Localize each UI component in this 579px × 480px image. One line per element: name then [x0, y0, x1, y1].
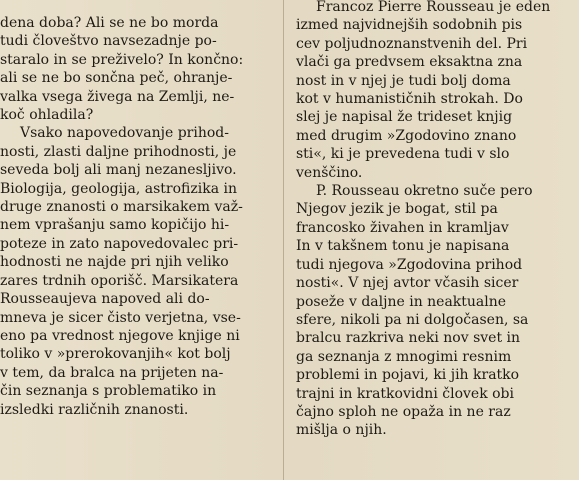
text-line: bralcu razkriva neki nov svet in — [296, 330, 521, 347]
text-line: koč ohladila? — [0, 107, 94, 124]
text-line: med drugim »Zgodovino znano — [296, 127, 517, 144]
left-text-column — [0, 14, 275, 419]
text-line: ga seznanja z mnogimi resnim — [296, 348, 512, 365]
text-line: sfere, nikoli pa ni dolgočasen, sa — [296, 311, 529, 328]
text-line: ali se ne bo sončna peč, ohranje- — [0, 70, 233, 87]
text-line: čin seznanja s problematiko in — [0, 383, 217, 400]
text-line: staralo in se preživelo? In končno: — [0, 51, 244, 68]
text-line: sti«, ki je prevedena tudi v slo — [296, 146, 510, 163]
text-line: tudi njegova »Zgodovina prihod — [296, 256, 523, 273]
right-text-column — [296, 0, 579, 440]
text-line: nost in v njej je tudi bolj doma — [296, 72, 511, 89]
text-line: venščino. — [296, 164, 363, 181]
text-line: nosti«. V njej avtor včasih sicer — [296, 275, 519, 292]
text-line: valka vsega živega na Zemlji, ne- — [0, 88, 235, 105]
text-line: mneva je sicer čisto verjetna, vse- — [0, 309, 241, 326]
text-line: zares trdnih oporišč. Marsikatera — [0, 272, 239, 289]
text-line: seveda bolj ali manj nezanesljivo. — [0, 162, 237, 179]
text-line: v tem, da bralca na prijeten na- — [0, 364, 224, 381]
text-line: In v takšnem tonu je napisana — [296, 238, 510, 255]
text-line: tudi človeštvo navsezadnje po- — [0, 33, 217, 50]
text-line: toliko v »prerokovanjih« kot bolj — [0, 346, 231, 363]
text-line: nosti, zlasti daljne prihodnosti, je — [0, 143, 237, 160]
text-line: cev poljudnoznanstvenih del. Pri — [296, 35, 528, 52]
text-line: Biologija, geologija, astrofizika in — [0, 180, 237, 197]
text-line: nem vprašanju samo kopičijo hi- — [0, 217, 230, 234]
text-line: izsledki različnih znanosti. — [0, 401, 189, 418]
text-line: problemi in pojavi, ki jih kratko — [296, 367, 520, 384]
text-line: Francoz Pierre Rousseau je eden — [316, 0, 551, 15]
text-line: poteze in zato napovedovalec pri- — [0, 235, 239, 252]
text-line: Vsako napovedovanje prihod- — [20, 125, 229, 142]
text-line: Njegov jezik je bogat, stil pa — [296, 201, 498, 218]
text-line: izmed najvidnejših sodobnih pis — [296, 17, 523, 34]
text-line: druge znanosti o marsikakem važ- — [0, 199, 243, 216]
text-line: Rousseaujeva napoved ali do- — [0, 291, 210, 308]
text-line: eno pa vrednost njegove knjige ni — [0, 327, 240, 344]
column-divider — [283, 0, 284, 480]
text-line: poseže v daljne in neaktualne — [296, 293, 507, 310]
text-line: kot v humanističnih strokah. Do — [296, 91, 523, 108]
text-line: P. Rousseau okretno suče pero — [316, 183, 533, 200]
text-line: dena doba? Ali se ne bo morda — [0, 15, 219, 31]
text-line: mišlja o njih. — [296, 422, 387, 439]
text-line: hodnosti ne najde pri njih veliko — [0, 254, 229, 271]
text-line: vlači ga predvsem eksaktna zna — [296, 54, 523, 71]
text-line: francosko živahen in kramljav — [296, 219, 509, 236]
text-line: čajno sploh ne opaža in ne raz — [296, 403, 511, 420]
text-line: slej je napisal že trideset knjig — [296, 109, 513, 126]
text-line: trajni in kratkovidni človek obi — [296, 385, 514, 402]
